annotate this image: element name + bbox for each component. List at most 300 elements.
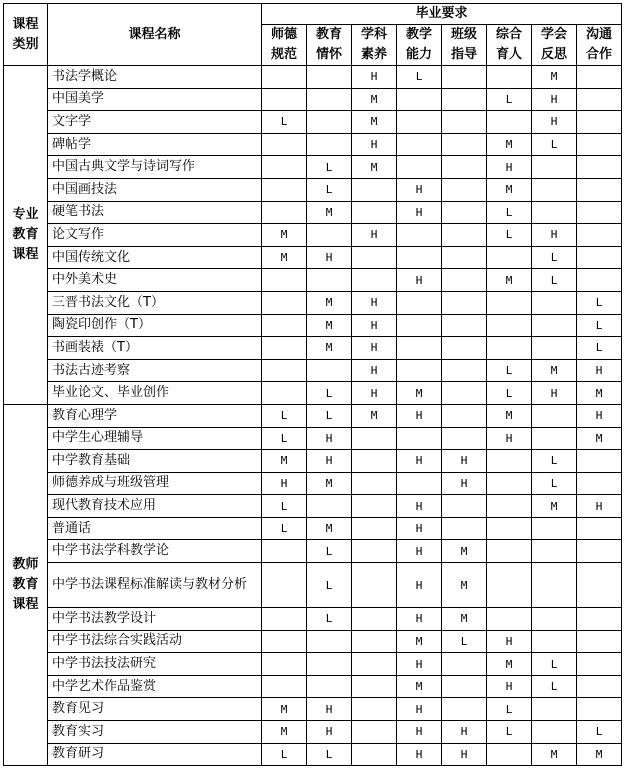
support-level-cell: H — [307, 450, 352, 473]
support-level-cell — [442, 359, 487, 382]
support-level-cell — [352, 608, 397, 631]
support-level-cell: M — [397, 630, 442, 653]
table-row — [4, 178, 622, 201]
course-name-cell: 文字学 — [48, 111, 262, 134]
support-level-cell: H — [442, 450, 487, 473]
support-level-cell — [577, 133, 622, 156]
support-level-cell: H — [577, 404, 622, 427]
support-level-cell: H — [397, 517, 442, 540]
requirement-column-header — [352, 25, 397, 66]
support-level-cell: M — [442, 608, 487, 631]
support-level-cell: H — [487, 630, 532, 653]
table-row — [4, 743, 622, 766]
support-level-cell: L — [307, 608, 352, 631]
course-name-cell: 中学艺术作品鉴赏 — [48, 675, 262, 698]
support-level-cell — [397, 359, 442, 382]
support-level-cell: H — [352, 291, 397, 314]
requirement-column-label: 师德 规范 — [270, 27, 297, 62]
table-row — [4, 337, 622, 360]
support-level-cell: H — [352, 224, 397, 247]
course-name-cell: 中学书法技法研究 — [48, 653, 262, 676]
support-level-cell: H — [262, 472, 307, 495]
support-level-cell: L — [307, 404, 352, 427]
support-level-cell — [487, 517, 532, 540]
support-level-cell — [262, 178, 307, 201]
support-level-cell — [397, 291, 442, 314]
support-level-cell: H — [307, 246, 352, 269]
support-level-cell — [532, 721, 577, 744]
support-level-cell: L — [397, 66, 442, 89]
support-level-cell — [487, 66, 532, 89]
support-level-cell: L — [307, 743, 352, 766]
support-level-cell: H — [442, 721, 487, 744]
course-category-cell — [4, 404, 48, 765]
support-level-cell: M — [307, 314, 352, 337]
table-row — [4, 133, 622, 156]
support-level-cell — [577, 653, 622, 676]
table-body — [4, 66, 622, 766]
support-level-cell — [352, 653, 397, 676]
support-level-cell — [577, 224, 622, 247]
support-level-cell — [307, 495, 352, 518]
support-level-cell — [487, 111, 532, 134]
support-level-cell — [487, 608, 532, 631]
support-level-cell — [262, 269, 307, 292]
support-level-cell — [397, 88, 442, 111]
support-level-cell — [352, 246, 397, 269]
support-level-cell: M — [487, 178, 532, 201]
support-level-cell: H — [397, 269, 442, 292]
support-level-cell — [262, 88, 307, 111]
table-row — [4, 201, 622, 224]
support-level-cell — [487, 291, 532, 314]
support-level-cell — [262, 337, 307, 360]
course-category-label: 专业 教育 课程 — [12, 206, 39, 262]
support-level-cell — [262, 201, 307, 224]
table-row — [4, 246, 622, 269]
support-level-cell: H — [352, 66, 397, 89]
course-name-cell: 书法古迹考察 — [48, 359, 262, 382]
support-level-cell: L — [487, 721, 532, 744]
support-level-cell: L — [487, 382, 532, 405]
course-name-cell: 中学生心理辅导 — [48, 427, 262, 450]
support-level-cell — [577, 450, 622, 473]
support-level-cell: H — [532, 88, 577, 111]
support-level-cell — [487, 450, 532, 473]
support-level-cell: M — [532, 66, 577, 89]
table-row — [4, 269, 622, 292]
support-level-cell — [532, 540, 577, 563]
table-row — [4, 495, 622, 518]
support-level-cell: L — [577, 721, 622, 744]
support-level-cell — [262, 563, 307, 608]
support-level-cell — [577, 156, 622, 179]
support-level-cell — [532, 314, 577, 337]
support-level-cell: M — [352, 88, 397, 111]
support-level-cell — [487, 246, 532, 269]
support-level-cell — [442, 246, 487, 269]
course-category-cell — [4, 66, 48, 405]
support-level-cell: L — [487, 359, 532, 382]
support-level-cell: L — [532, 653, 577, 676]
support-level-cell: L — [532, 472, 577, 495]
course-name-cell: 书法学概论 — [48, 66, 262, 89]
course-name-cell: 中国古典文学与诗词写作 — [48, 156, 262, 179]
support-level-cell: H — [352, 314, 397, 337]
support-level-cell: M — [352, 111, 397, 134]
course-name-cell: 中学书法教学设计 — [48, 608, 262, 631]
support-level-cell — [352, 563, 397, 608]
support-level-cell: H — [352, 359, 397, 382]
support-level-cell — [532, 608, 577, 631]
course-name-header-label: 课程名称 — [128, 26, 181, 42]
support-level-cell — [442, 224, 487, 247]
support-level-cell: H — [487, 156, 532, 179]
support-level-cell — [532, 178, 577, 201]
support-level-cell — [532, 201, 577, 224]
requirement-column-header — [577, 25, 622, 66]
support-level-cell — [442, 111, 487, 134]
support-level-cell: L — [262, 517, 307, 540]
course-name-cell: 中外美术史 — [48, 269, 262, 292]
support-level-cell: H — [397, 563, 442, 608]
course-name-cell: 毕业论文、毕业创作 — [48, 382, 262, 405]
table-row — [4, 404, 622, 427]
support-level-cell — [352, 269, 397, 292]
table-row — [4, 472, 622, 495]
support-level-cell — [262, 133, 307, 156]
table-row — [4, 224, 622, 247]
support-level-cell: M — [352, 404, 397, 427]
support-level-cell — [487, 743, 532, 766]
course-name-cell: 中学书法综合实践活动 — [48, 630, 262, 653]
support-level-cell: H — [352, 337, 397, 360]
support-level-cell — [532, 427, 577, 450]
support-level-cell — [352, 698, 397, 721]
support-level-cell — [532, 698, 577, 721]
requirement-column-header — [307, 25, 352, 66]
support-level-cell: L — [262, 404, 307, 427]
support-level-cell — [307, 224, 352, 247]
requirements-header-label: 毕业要求 — [415, 6, 468, 21]
support-level-cell — [442, 178, 487, 201]
support-level-cell — [442, 66, 487, 89]
support-level-cell — [352, 495, 397, 518]
course-name-cell: 三晋书法文化（T） — [48, 291, 262, 314]
support-level-cell — [487, 472, 532, 495]
support-level-cell: H — [532, 224, 577, 247]
support-level-cell — [577, 66, 622, 89]
support-level-cell — [577, 608, 622, 631]
support-level-cell: M — [262, 246, 307, 269]
support-level-cell — [442, 382, 487, 405]
course-name-cell: 教育实习 — [48, 721, 262, 744]
support-level-cell — [352, 178, 397, 201]
support-level-cell — [442, 314, 487, 337]
requirement-column-label: 学科 素养 — [360, 27, 387, 62]
support-level-cell: L — [262, 743, 307, 766]
table-row — [4, 111, 622, 134]
support-level-cell: M — [307, 337, 352, 360]
support-level-cell — [352, 472, 397, 495]
support-level-cell: M — [307, 517, 352, 540]
support-level-cell: L — [577, 291, 622, 314]
table-row — [4, 156, 622, 179]
support-level-cell: H — [442, 472, 487, 495]
support-level-cell: L — [262, 495, 307, 518]
support-level-cell — [487, 314, 532, 337]
course-name-cell: 中国传统文化 — [48, 246, 262, 269]
support-level-cell: H — [397, 404, 442, 427]
support-level-cell — [577, 111, 622, 134]
support-level-cell — [352, 675, 397, 698]
support-level-cell: M — [487, 269, 532, 292]
support-level-cell: M — [352, 156, 397, 179]
support-level-cell: L — [532, 675, 577, 698]
support-level-cell — [262, 66, 307, 89]
support-level-cell — [262, 630, 307, 653]
support-level-cell — [577, 698, 622, 721]
course-name-cell: 论文写作 — [48, 224, 262, 247]
support-level-cell: M — [532, 359, 577, 382]
support-level-cell — [352, 201, 397, 224]
table-row — [4, 540, 622, 563]
support-level-cell: M — [532, 495, 577, 518]
requirement-column-header — [442, 25, 487, 66]
support-level-cell: L — [487, 698, 532, 721]
table-row — [4, 721, 622, 744]
support-level-cell: M — [307, 201, 352, 224]
table-row — [4, 88, 622, 111]
support-level-cell: H — [487, 675, 532, 698]
support-level-cell: H — [307, 698, 352, 721]
support-level-cell — [262, 291, 307, 314]
course-name-cell: 现代教育技术应用 — [48, 495, 262, 518]
support-level-cell — [442, 337, 487, 360]
support-level-cell — [307, 675, 352, 698]
table-row — [4, 698, 622, 721]
course-name-cell: 硬笔书法 — [48, 201, 262, 224]
support-level-cell — [397, 156, 442, 179]
support-level-cell — [262, 540, 307, 563]
support-level-cell: M — [487, 133, 532, 156]
table-row — [4, 653, 622, 676]
support-level-cell: M — [397, 382, 442, 405]
table-row — [4, 291, 622, 314]
requirement-column-label: 教育 情怀 — [315, 27, 342, 62]
support-level-cell — [397, 246, 442, 269]
table-row — [4, 517, 622, 540]
table-row — [4, 563, 622, 608]
support-level-cell — [352, 427, 397, 450]
support-level-cell — [577, 540, 622, 563]
requirement-column-header — [262, 25, 307, 66]
support-level-cell: H — [532, 111, 577, 134]
support-level-cell — [532, 156, 577, 179]
support-level-cell: L — [442, 630, 487, 653]
support-level-cell — [442, 427, 487, 450]
course-name-cell: 教育见习 — [48, 698, 262, 721]
course-name-header — [48, 4, 262, 66]
support-level-cell: L — [307, 156, 352, 179]
support-level-cell: L — [262, 111, 307, 134]
support-level-cell — [577, 88, 622, 111]
support-level-cell: H — [397, 721, 442, 744]
table-row — [4, 382, 622, 405]
course-name-cell: 书画装裱（T） — [48, 337, 262, 360]
table-row — [4, 427, 622, 450]
course-name-cell: 教育研习 — [48, 743, 262, 766]
support-level-cell: L — [307, 563, 352, 608]
support-level-cell: M — [442, 563, 487, 608]
support-level-cell — [442, 653, 487, 676]
graduation-requirements-matrix — [3, 3, 622, 766]
support-level-cell: L — [487, 224, 532, 247]
course-name-cell: 中学书法课程标准解读与教材分析 — [48, 563, 262, 608]
support-level-cell — [262, 314, 307, 337]
course-name-cell: 陶瓷印创作（T） — [48, 314, 262, 337]
support-level-cell — [487, 540, 532, 563]
support-level-cell — [262, 675, 307, 698]
support-level-cell — [307, 66, 352, 89]
support-level-cell: H — [397, 540, 442, 563]
requirement-column-header — [397, 25, 442, 66]
support-level-cell — [532, 291, 577, 314]
support-level-cell — [532, 517, 577, 540]
support-level-cell — [577, 675, 622, 698]
support-level-cell — [442, 269, 487, 292]
support-level-cell — [352, 450, 397, 473]
support-level-cell — [262, 653, 307, 676]
table-header — [4, 4, 622, 66]
support-level-cell — [262, 608, 307, 631]
course-name-cell: 中学教育基础 — [48, 450, 262, 473]
requirement-column-label: 学会 反思 — [540, 27, 567, 62]
support-level-cell — [397, 224, 442, 247]
support-level-cell: L — [307, 178, 352, 201]
support-level-cell — [352, 630, 397, 653]
requirement-column-header — [532, 25, 577, 66]
support-level-cell — [397, 111, 442, 134]
support-level-cell — [442, 404, 487, 427]
support-level-cell — [262, 382, 307, 405]
support-level-cell — [487, 495, 532, 518]
support-level-cell: L — [577, 337, 622, 360]
support-level-cell: L — [307, 382, 352, 405]
course-name-cell: 教育心理学 — [48, 404, 262, 427]
support-level-cell: H — [577, 495, 622, 518]
support-level-cell: H — [397, 450, 442, 473]
support-level-cell — [532, 630, 577, 653]
support-level-cell: M — [262, 224, 307, 247]
support-level-cell: L — [262, 427, 307, 450]
support-level-cell: M — [577, 743, 622, 766]
support-level-cell: M — [262, 698, 307, 721]
support-level-cell: M — [397, 675, 442, 698]
support-level-cell — [577, 201, 622, 224]
support-level-cell: H — [487, 427, 532, 450]
table-row — [4, 675, 622, 698]
course-name-cell: 普通话 — [48, 517, 262, 540]
requirement-column-header — [487, 25, 532, 66]
support-level-cell — [532, 404, 577, 427]
support-level-cell: H — [397, 178, 442, 201]
support-level-cell: H — [577, 359, 622, 382]
support-level-cell: H — [307, 427, 352, 450]
support-level-cell — [397, 133, 442, 156]
support-level-cell — [487, 563, 532, 608]
support-level-cell — [442, 495, 487, 518]
support-level-cell: H — [397, 698, 442, 721]
support-level-cell: H — [397, 201, 442, 224]
support-level-cell — [487, 337, 532, 360]
course-name-cell: 中国画技法 — [48, 178, 262, 201]
support-level-cell: H — [352, 133, 397, 156]
requirements-header — [262, 4, 622, 25]
support-level-cell — [577, 630, 622, 653]
support-level-cell — [352, 540, 397, 563]
support-level-cell: L — [487, 88, 532, 111]
support-level-cell: L — [532, 133, 577, 156]
support-level-cell — [577, 178, 622, 201]
support-level-cell: M — [442, 540, 487, 563]
support-level-cell: H — [532, 382, 577, 405]
table-row — [4, 608, 622, 631]
course-name-cell: 中学书法学科教学论 — [48, 540, 262, 563]
table-row — [4, 630, 622, 653]
support-level-cell — [352, 721, 397, 744]
support-level-cell: H — [397, 608, 442, 631]
support-level-cell: L — [532, 269, 577, 292]
support-level-cell: L — [532, 450, 577, 473]
support-level-cell: M — [532, 743, 577, 766]
support-level-cell — [397, 337, 442, 360]
support-level-cell — [577, 269, 622, 292]
support-level-cell — [442, 675, 487, 698]
support-level-cell — [577, 563, 622, 608]
requirement-column-label: 教学 能力 — [405, 27, 432, 62]
support-level-cell: M — [487, 404, 532, 427]
support-level-cell: L — [577, 314, 622, 337]
support-level-cell — [442, 698, 487, 721]
support-level-cell: H — [397, 653, 442, 676]
support-level-cell — [442, 133, 487, 156]
support-level-cell: M — [577, 427, 622, 450]
support-level-cell: M — [262, 721, 307, 744]
support-level-cell: H — [352, 382, 397, 405]
support-level-cell — [577, 472, 622, 495]
support-level-cell — [442, 517, 487, 540]
support-level-cell: L — [307, 540, 352, 563]
course-name-cell: 师德养成与班级管理 — [48, 472, 262, 495]
support-level-cell — [307, 111, 352, 134]
support-level-cell — [577, 517, 622, 540]
support-level-cell: L — [487, 201, 532, 224]
support-level-cell: M — [307, 291, 352, 314]
table-row — [4, 359, 622, 382]
category-header-label: 课程 类别 — [12, 16, 39, 52]
support-level-cell — [397, 472, 442, 495]
table-row — [4, 314, 622, 337]
table-row — [4, 66, 622, 89]
support-level-cell: M — [307, 472, 352, 495]
category-header — [4, 4, 48, 66]
requirement-column-label: 沟通 合作 — [586, 27, 613, 62]
support-level-cell: M — [487, 653, 532, 676]
course-name-cell: 碑帖学 — [48, 133, 262, 156]
support-level-cell — [577, 246, 622, 269]
support-level-cell — [307, 88, 352, 111]
